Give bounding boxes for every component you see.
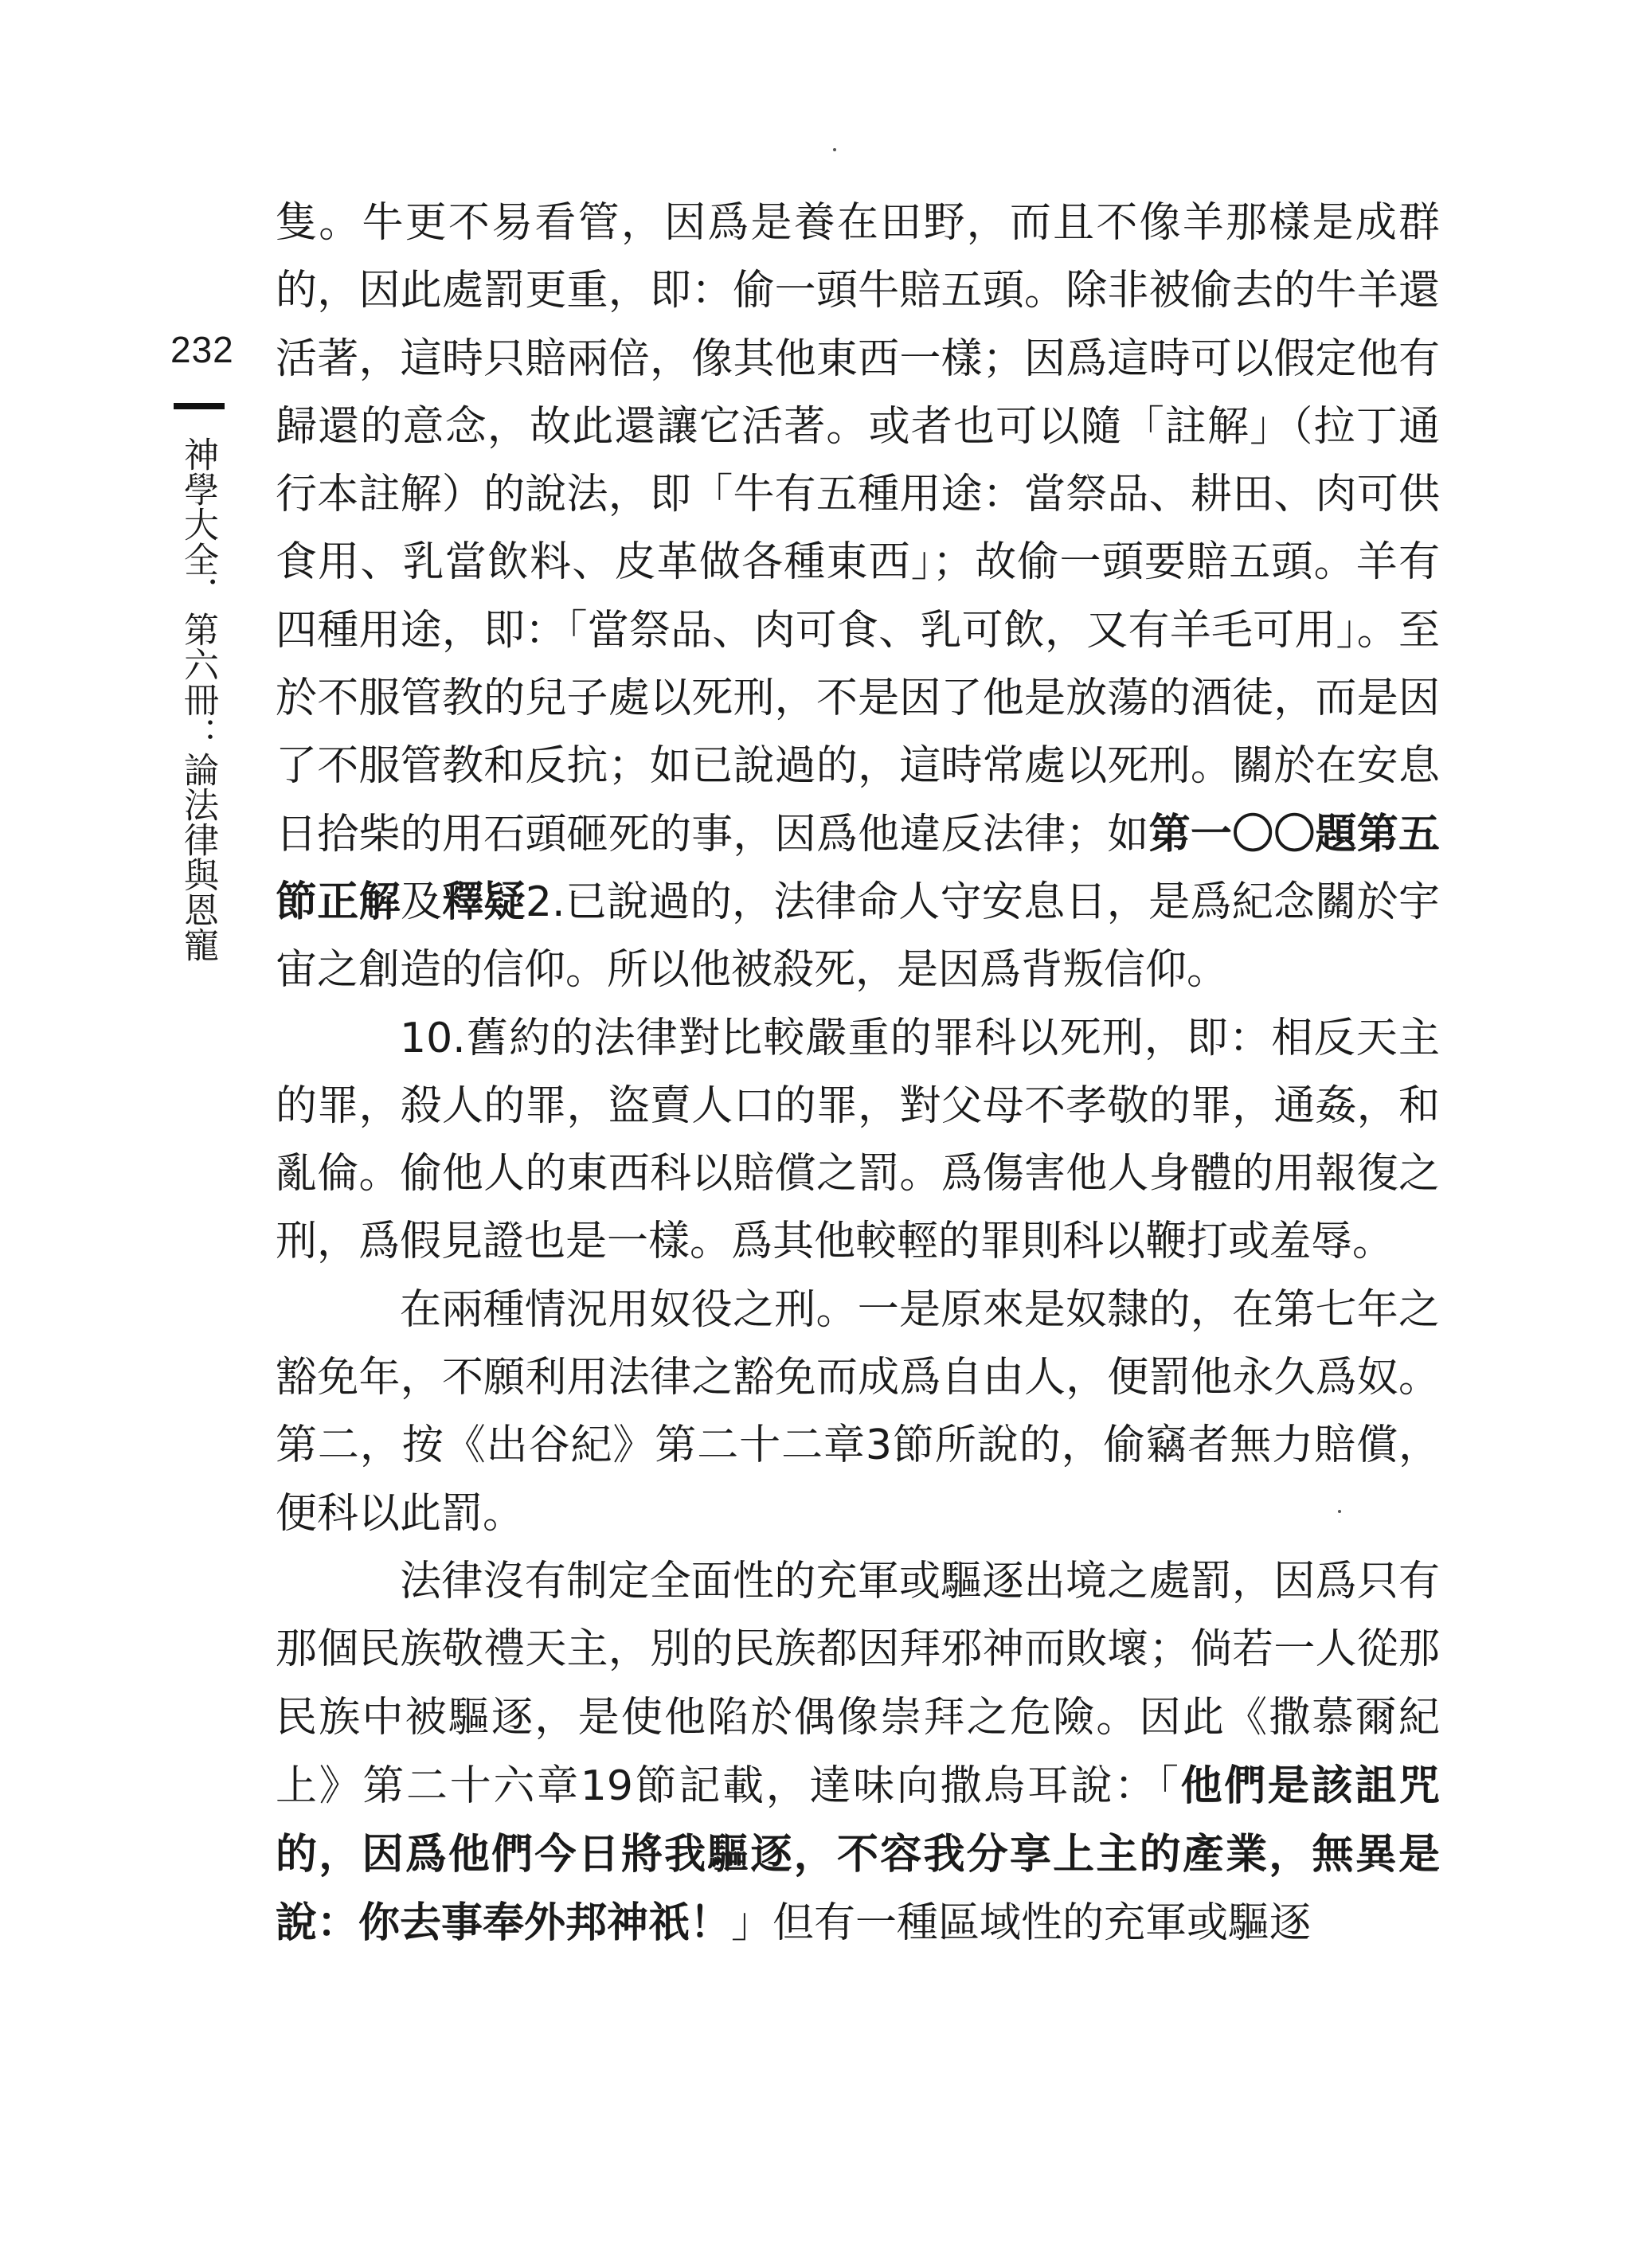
page-number: 232	[170, 329, 234, 370]
paragraph-4-text: 法律沒有制定全面性的充軍或驅逐出境之處罰，因爲只有那個民族敬禮天主，別的民族都因拜邪神而敗壞；倘若一人從那民族中被驅逐，是使他陷於偶像崇拜之危險。因此《撒慕爾紀上》第二十六章19節記載，達味向撒烏耳說：「	[276, 1557, 1440, 1810]
cross-reference: 第一〇〇題第五節正解	[276, 810, 1440, 926]
scan-speck	[833, 148, 836, 151]
paragraph-2: 10.舊約的法律對比較嚴重的罪科以死刑，即：相反天主的罪，殺人的罪，盜賣人口的罪，對父母不孝敬的罪，通姦，和亂倫。偷他人的東西科以賠償之罰。爲傷害他人身體的用報復之刑，爲假見證也是一樣。爲其他較輕的罪則科以鞭打或羞辱。	[276, 1014, 1440, 1266]
running-title: 神學大全．第六冊：論法律與恩寵	[178, 436, 218, 962]
scan-speck	[1338, 1510, 1341, 1513]
body-text	[276, 190, 1440, 1958]
cross-reference-2: 釋疑	[442, 878, 526, 926]
paragraph-4	[276, 1548, 1440, 1958]
paragraph-1	[276, 190, 1440, 1005]
paragraph-1-tail: 2.已說過的，法律命人守安息日，是爲紀念關於宇宙之創造的信仰。所以他被殺死，是因爲背叛信仰。	[276, 878, 1440, 995]
paragraph-1-text: 隻。牛更不易看管，因爲是養在田野，而且不像羊那樣是成群的，因此處罰更重，即：偷一頭牛賠五頭。除非被偷去的牛羊還活著，這時只賠兩倍，像其他東西一樣；因爲這時可以假定他有歸還的意念，故此還讓它活著。或者也可以隨「註解」（拉丁通行本註解）的說法，即「牛有五種用途：當祭品、耕田、肉可供食用、乳當飲料、皮革做各種東西」；故偷一頭要賠五頭。羊有四種用途，即：「當祭品、肉可食、乳可飲，又有羊毛可用」。至於不服管教的兒子處以死刑，不是因了他是放蕩的酒徒，而是因了不服管教和反抗；如已說過的，這時常處以死刑。關於在安息日拾柴的用石頭砸死的事，因爲他違反法律；如	[276, 199, 1440, 858]
margin-rule	[174, 403, 225, 409]
paragraph-4-tail: 」但有一種區域性的充軍或驅逐	[731, 1899, 1312, 1948]
scripture-quote: 他們是該詛咒的，因爲他們今日將我驅逐，不容我分享上主的產業，無異是說：你去事奉外邦神祇！	[276, 1761, 1440, 1948]
paragraph-1-connector: 及	[400, 878, 443, 926]
paragraph-3: 在兩種情況用奴役之刑。一是原來是奴隸的，在第七年之豁免年，不願利用法律之豁免而成爲自由人，便罰他永久爲奴。第二，按《出谷紀》第二十二章3節所說的，偷竊者無力賠償，便科以此罰。	[276, 1285, 1440, 1538]
